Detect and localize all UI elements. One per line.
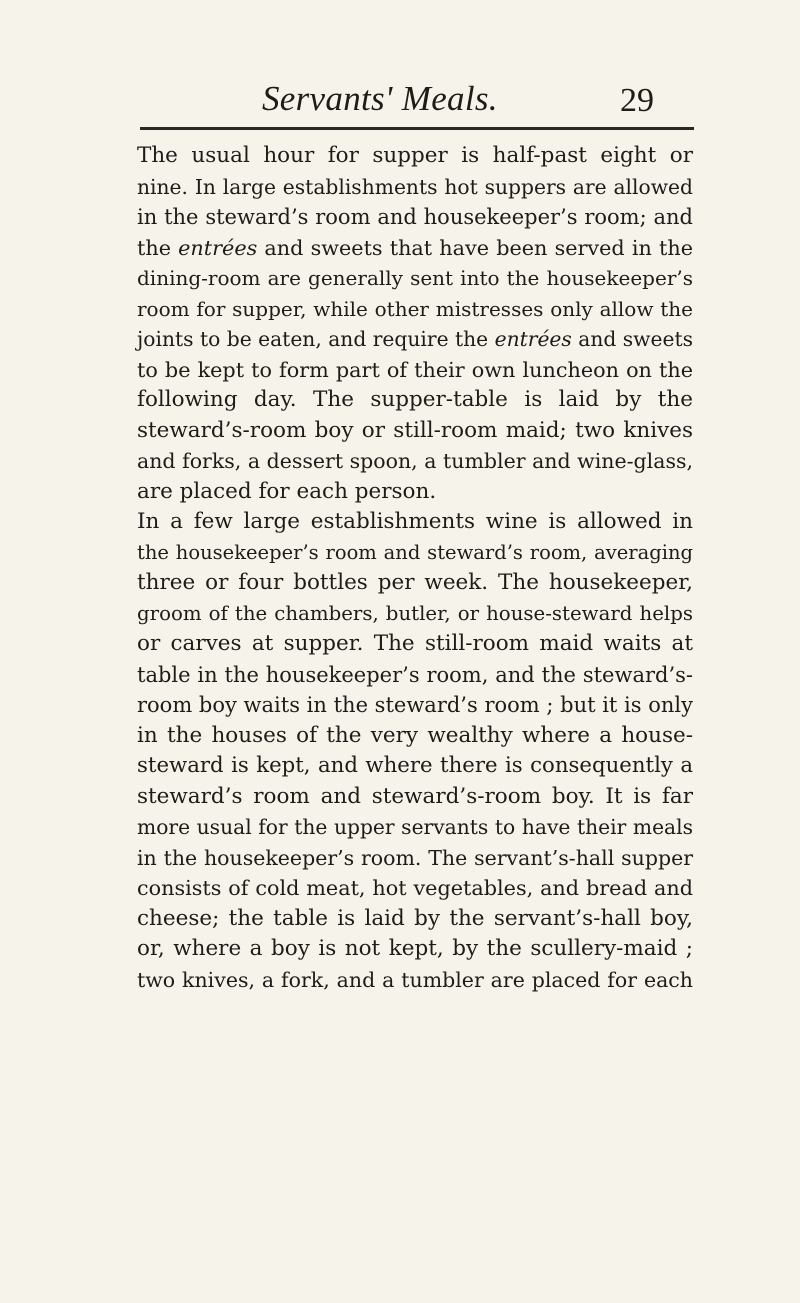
text-line: are placed for each person. bbox=[137, 478, 437, 504]
text-line: steward is kept, and where there is consequently a bbox=[137, 753, 693, 778]
header-rule bbox=[140, 127, 694, 130]
text-line: consists of cold meat, hot vegetables, and bread and bbox=[137, 876, 693, 900]
running-title: Servants' Meals. bbox=[262, 79, 498, 118]
text-line: following day. The supper-table is laid by the bbox=[137, 387, 693, 412]
text-line: in the houses of the very wealthy where a house- bbox=[137, 722, 693, 748]
text-line: in the steward’s room and housekeeper’s room; and bbox=[137, 205, 693, 229]
text-line: the entrées and sweets that have been served in the bbox=[137, 235, 694, 260]
text-line: In a few large establishments wine is allowed in bbox=[137, 509, 693, 534]
text-line: groom of the chambers, butler, or house-steward helps bbox=[137, 601, 693, 625]
text-line: or, where a boy is not kept, by the scullery-maid ; bbox=[137, 936, 693, 961]
text-line: and forks, a dessert spoon, a tumbler and wine-glass, bbox=[137, 449, 693, 473]
text-line: three or four bottles per week. The housekeeper, bbox=[137, 570, 693, 595]
text-line: cheese; the table is laid by the servant’s-hall boy, bbox=[137, 905, 693, 931]
text-line: more usual for the upper servants to have their meals bbox=[137, 815, 693, 839]
text-line: in the housekeeper’s room. The servant’s-hall supper bbox=[137, 845, 693, 870]
text-line: room for supper, while other mistresses only allow the bbox=[137, 296, 693, 321]
text-line: room boy waits in the steward’s room ; but it is only bbox=[137, 693, 693, 717]
text-line: to be kept to form part of their own luncheon on the bbox=[137, 357, 693, 382]
text-line: or carves at supper. The still-room maid waits at bbox=[137, 631, 693, 656]
text-line: table in the housekeeper’s room, and the steward’s- bbox=[137, 662, 693, 687]
page-header bbox=[0, 78, 800, 128]
body-text bbox=[137, 141, 693, 995]
text-line: joints to be eaten, and require the entrées and sweets bbox=[137, 327, 693, 351]
text-line: steward’s room and steward’s-room boy. It is far bbox=[137, 783, 693, 809]
text-line: dining-room are generally sent into the housekeeper’s bbox=[137, 266, 693, 290]
text-line: nine. In large establishments hot suppers are allowed bbox=[137, 174, 693, 199]
text-line: the housekeeper’s room and steward’s room, averaging bbox=[137, 540, 693, 564]
page-number: 29 bbox=[620, 82, 654, 119]
text-line: two knives, a fork, and a tumbler are placed for each bbox=[137, 967, 693, 992]
text-line: The usual hour for supper is half-past eight or bbox=[137, 143, 693, 168]
text-line: steward’s-room boy or still-room maid; two knives bbox=[137, 417, 693, 443]
